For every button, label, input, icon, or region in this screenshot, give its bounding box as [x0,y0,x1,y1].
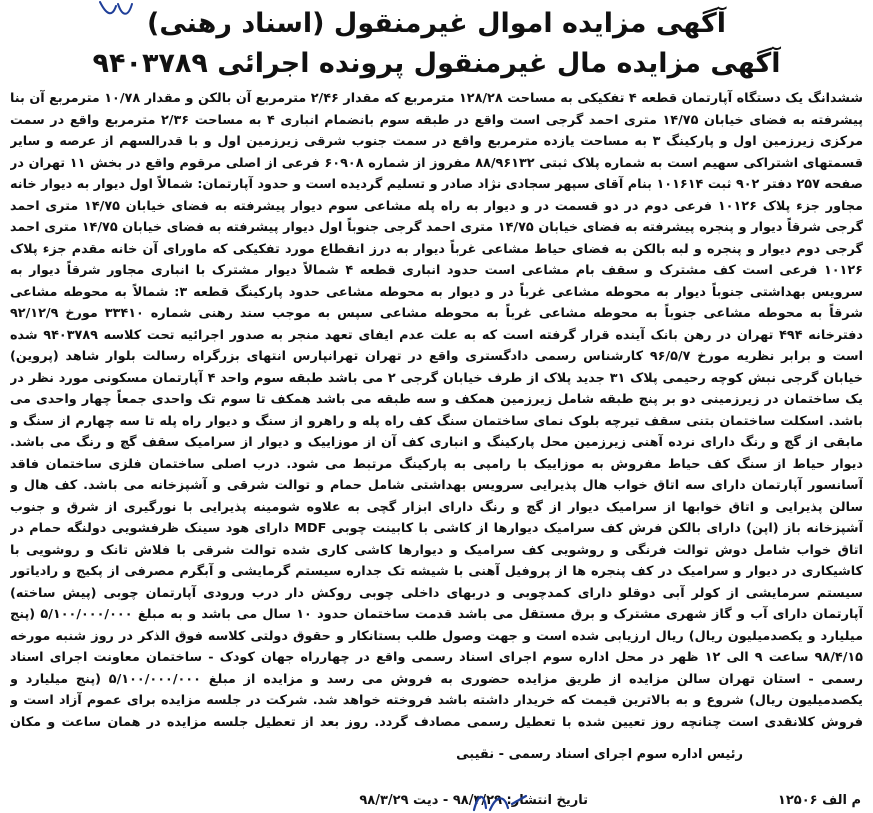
notice-footer [0,791,873,813]
signature-line: رئیس اداره سوم اجرای اسناد رسمی - نقیبی [456,747,743,762]
publish-date: تاریخ انتشار: ۹۸/۳/۲۹ - دیت ۹۸/۳/۲۹ [359,793,588,808]
notice-title: آگهی مزایده اموال غیرمنقول (اسناد رهنی) [146,8,726,39]
notice-body: ششدانگ یک دستگاه آپارتمان قطعه ۴ تفکیکی به مساحت ۱۲۸/۲۸ مترمربع که مقدار ۲/۴۶ مترمربع آن بالکن و مقدار ۱۰/۷۸ مترمربع آن بنا پیشرفته به فضای خیابان ۱۴/۷۵ متری احمد گرجی است واقع در طبقه سوم بانضمام انباری ۴ به مساحت ۲/۳۶ مترمربع واقع در سمت مرکزی زیرزمین اول و پارکینگ ۳ به مساحت یازده مترمربع واقع در سمت جنوب شرقی زیرزمین اول و با قدرالسهم از عرصه و سایر قسمتهای اشتراکی سهیم است به شماره پلاک ثبتی ۸۸/۹۶۱۳۲ مفروز از شماره ۶۰۹۰۸ فرعی از اصلی مرقوم واقع در بخش ۱۱ تهران در صفحه ۲۵۷ دفتر ۹۰۲ ثبت ۱۰۱۶۱۴ بنام آقای سپهر سجادی نژاد صادر و تسلیم گردیده است و حدود آپارتمان: شمالاً اول دیوار به دیوار خانه مجاور جزء پلاک ۱۰۱۲۶ فرعی دوم در دو قسمت در و دیوار به راه پله مشاعی سوم دیوار پیشرفته به فضای خیابان ۱۴/۷۵ متری احمد گرجی شرقاً دیوار و پنجره پیشرفته به فضای خیابان ۱۴/۷۵ متری احمد گرجی جنوباً اول دیوار پیشرفته به فضای خیابان ۱۴/۷۵ متری احمد گرجی دوم دیوار و پنجره و لبه بالکن به فضای حیاط مشاعی غرباً دیوار به درز انقطاع مورد تفکیکی که ماورای آن خانه مقدم جزء پلاک ۱۰۱۲۶ فرعی است کف مشترک و سقف بام مشاعی است حدود انباری قطعه ۴ شمالاً دیوار مشترک با انباری مجاور شرقاً دیوار به سرویس بهداشتی جنوباً دیوار به محوطه مشاعی غرباً در و دیوار به محوطه مشاعی حدود پارکینگ قطعه ۳: شمالاً به محوطه مشاعی شرقاً به محوطه مشاعی جنوباً به محوطه مشاعی غرباً به محوطه مشاعی سپس به موجب سند رهنی شماره ۳۳۴۱۰ مورخ ۹۲/۱۲/۹ دفترخانه ۴۹۴ تهران در رهن بانک آینده قرار گرفته است که به علت عدم ایفای تعهد منجر به صدور اجرائیه تحت کلاسه ۹۴۰۳۷۸۹ شده است و برابر نظریه مورخ ۹۶/۵/۷ کارشناس رسمی دادگستری واقع در تهران تهرانپارس انتهای بزرگراه رسالت بلوار شاهد (پروین) خیابان گرجی نبش کوچه رحیمی پلاک ۳۱ جدید پلاک از طرف خیابان گرجی ۲ می باشد طبقه سوم واحد ۴ آپارتمان مسکونی مورد نظر در یک ساختمان در زیرزمینی دو بر پنج طبقه شامل زیرزمین همکف و سه طبقه می باشد همکف تا سوم تک واحدی جمعاً چهار واحدی می باشد. اسکلت ساختمان بتنی سقف تیرچه بلوک نمای ساختمان سنگ کف راه پله و راهرو از سنگ و دیوار راه پله تا سه چهارم از سنگ و مابقی از گچ و رنگ دارای نرده آهنی زیرزمین محل پارکینگ و انباری کف آن از موزاییک و دیوار از سرامیک سقف گچ و رنگ می باشد. دیوار حیاط از سنگ کف حیاط مفروش به موزاییک با رامپی به پارکینگ مرتبط می شود. درب اصلی ساختمان فلزی ساختمان فاقد آسانسور آپارتمان دارای سه اتاق خواب هال پذیرایی سرویس بهداشتی شامل حمام و توالت شرقی و آشپزخانه می باشد. کف هال و سالن پذیرایی و اتاق خوابها از سرامیک دیوار از گچ و رنگ دارای ابزار گچی به علاوه شومینه پذیرایی با نورگیری از شرق و جنوب آشپزخانه باز (اپن) دارای بالکن فرش کف سرامیک دیوارها از کاشی با کابینت چوبی MDF دارای هود سینک ظرفشویی دولنگه حمام در اتاق خواب شامل دوش توالت فرنگی و روشویی کف سرامیک و دیوارها کاشی کاری شده توالت شرقی با فلاش تانک و روشویی با کاشیکاری در دیوار و سرامیک در کف پنجره ها از پروفیل آهنی با شیشه تک جداره سیستم گرمایشی و آبگرم مصرفی از پکیج و رادیاتور سیستم سرمایشی از کولر آبی دوقلو دارای کمدچوبی و دربهای داخلی چوبی روکش دار درب ورودی آپارتمان چوبی (پیش ساخته) آپارتمان دارای آب و گاز شهری مشترک و برق مستقل می باشد قدمت ساختمان حدود ۱۰ سال می باشد و به مبلغ ۵/۱۰۰/۰۰۰/۰۰۰ (پنج میلیارد و یکصدمیلیون ریال) ریال ارزیابی شده است و جهت وصول طلب بستانکار و حقوق دولتی کلاسه فوق الذکر در روز شنبه مورخه ۹۸/۴/۱۵ ساعت ۹ الی ۱۲ ظهر در محل اداره سوم اجرای اسناد رسمی واقع در چهارراه جهان کودک - ساختمان معاونت اجرای اسناد رسمی - استان تهران سالن مزایده از طریق مزایده حضوری به فروش می رسد و مزایده از مبلغ ۵/۱۰۰/۰۰۰/۰۰۰ (پنج میلیارد و یکصدمیلیون ریال) شروع و به بالاترین قیمت که خریدار داشته باشد فروخته خواهد شد. شرکت در جلسه مزایده برای عموم آزاد است و فروش کلانقدی است چنانچه روز تعیین شده با تعطیل رسمی مصادف گردد. روز بعد از تعطیل جلسه مزایده در همان ساعت و مکان [10,91,863,730]
notice-subtitle: آگهی مزایده مال غیرمنقول پرونده اجرائی ۹۴۰۳۷۸۹ [92,48,781,79]
reference-number: م الف ۱۲۵۰۶ [777,793,861,808]
